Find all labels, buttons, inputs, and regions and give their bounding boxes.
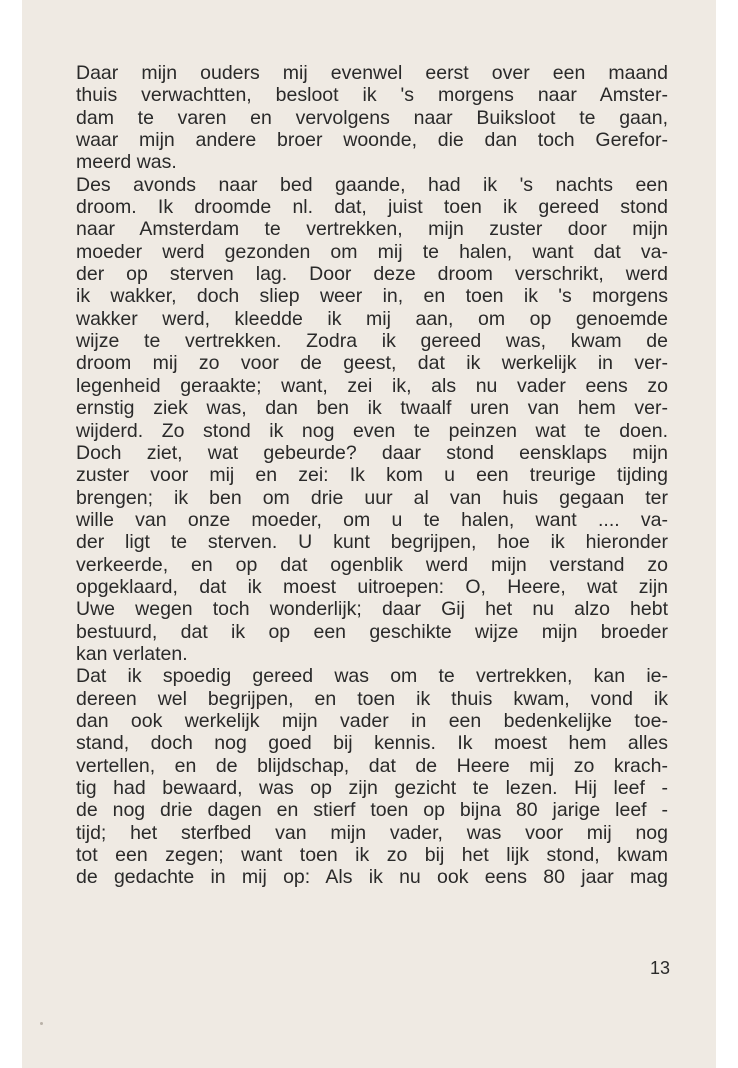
text-line: tijd; het sterfbed van mijn vader, was voor mij nog xyxy=(76,821,668,844)
text-line: der op sterven lag. Door deze droom verschrikt, werd xyxy=(76,263,668,286)
text-line: wakker werd, kleedde ik mij aan, om op genoemde xyxy=(76,307,668,330)
text-line: brengen; ik ben om drie uur al van huis gegaan ter xyxy=(76,486,668,509)
text-line: verkeerde, en op dat ogenblik werd mijn verstand zo xyxy=(76,553,668,576)
text-line: ik wakker, doch sliep weer in, en toen ik 's morgens xyxy=(76,285,668,308)
text-line: Daar mijn ouders mij evenwel eerst over een maand xyxy=(76,62,668,84)
text-line: vertellen, en de blijdschap, dat de Heere mij zo krach- xyxy=(76,754,668,777)
text-line: opgeklaard, dat ik moest uitroepen: O, Heere, wat zijn xyxy=(76,575,668,598)
text-line: dan ook werkelijk mijn vader in een bedenkelijke toe- xyxy=(76,709,668,732)
text-line: thuis verwachtten, besloot ik 's morgens naar Amster- xyxy=(76,84,668,107)
text-line: de gedachte in mij op: Als ik nu ook eens 80 jaar mag xyxy=(76,866,668,889)
body-text xyxy=(76,62,668,889)
text-line: droom. Ik droomde nl. dat, juist toen ik gereed stond xyxy=(76,196,668,219)
text-line: legenheid geraakte; want, zei ik, als nu vader eens zo xyxy=(76,374,668,397)
text-line: wijderd. Zo stond ik nog even te peinzen wat te doen. xyxy=(76,419,668,442)
page-number: 13 xyxy=(649,958,670,978)
text-line: naar Amsterdam te vertrekken, mijn zuster door mijn xyxy=(76,218,668,241)
text-line: der ligt te sterven. U kunt begrijpen, hoe ik hieronder xyxy=(76,531,668,554)
text-line: meerd was. xyxy=(76,151,177,174)
text-line: Doch ziet, wat gebeurde? daar stond eensklaps mijn xyxy=(76,441,668,464)
text-line: Dat ik spoedig gereed was om te vertrekken, kan ie- xyxy=(76,665,668,688)
text-line: Uwe wegen toch wonderlijk; daar Gij het nu alzo hebt xyxy=(76,598,668,621)
text-line: tig had bewaard, was op zijn gezicht te lezen. Hij leef - xyxy=(76,777,668,799)
text-line: Des avonds naar bed gaande, had ik 's nachts een xyxy=(76,173,668,196)
text-line: zuster voor mij en zei: Ik kom u een treurige tijding xyxy=(76,464,668,487)
text-line: de nog drie dagen en stierf toen op bijna 80 jarige leef - xyxy=(76,799,668,822)
text-line: moeder werd gezonden om mij te halen, want dat va- xyxy=(76,240,668,263)
text-line: bestuurd, dat ik op een geschikte wijze mijn broeder xyxy=(76,620,668,643)
text-line: wijze te vertrekken. Zodra ik gereed was, kwam de xyxy=(76,330,668,353)
text-line: dereen wel begrijpen, en toen ik thuis kwam, vond ik xyxy=(76,687,668,710)
text-line: ernstig ziek was, dan ben ik twaalf uren van hem ver- xyxy=(76,397,668,420)
text-line: dam te varen en vervolgens naar Buiksloot te gaan, xyxy=(76,106,668,129)
text-line: stand, doch nog goed bij kennis. Ik moest hem alles xyxy=(76,732,668,755)
text-line: kan verlaten. xyxy=(76,642,188,665)
book-page xyxy=(22,0,716,1068)
text-line: wille van onze moeder, om u te halen, want .... va- xyxy=(76,508,668,531)
text-line: waar mijn andere broer woonde, die dan toch Gerefor- xyxy=(76,129,668,152)
text-line: tot een zegen; want toen ik zo bij het lijk stond, kwam xyxy=(76,844,668,867)
text-line: droom mij zo voor de geest, dat ik werkelijk in ver- xyxy=(76,352,668,375)
paper-speck xyxy=(40,1022,43,1025)
